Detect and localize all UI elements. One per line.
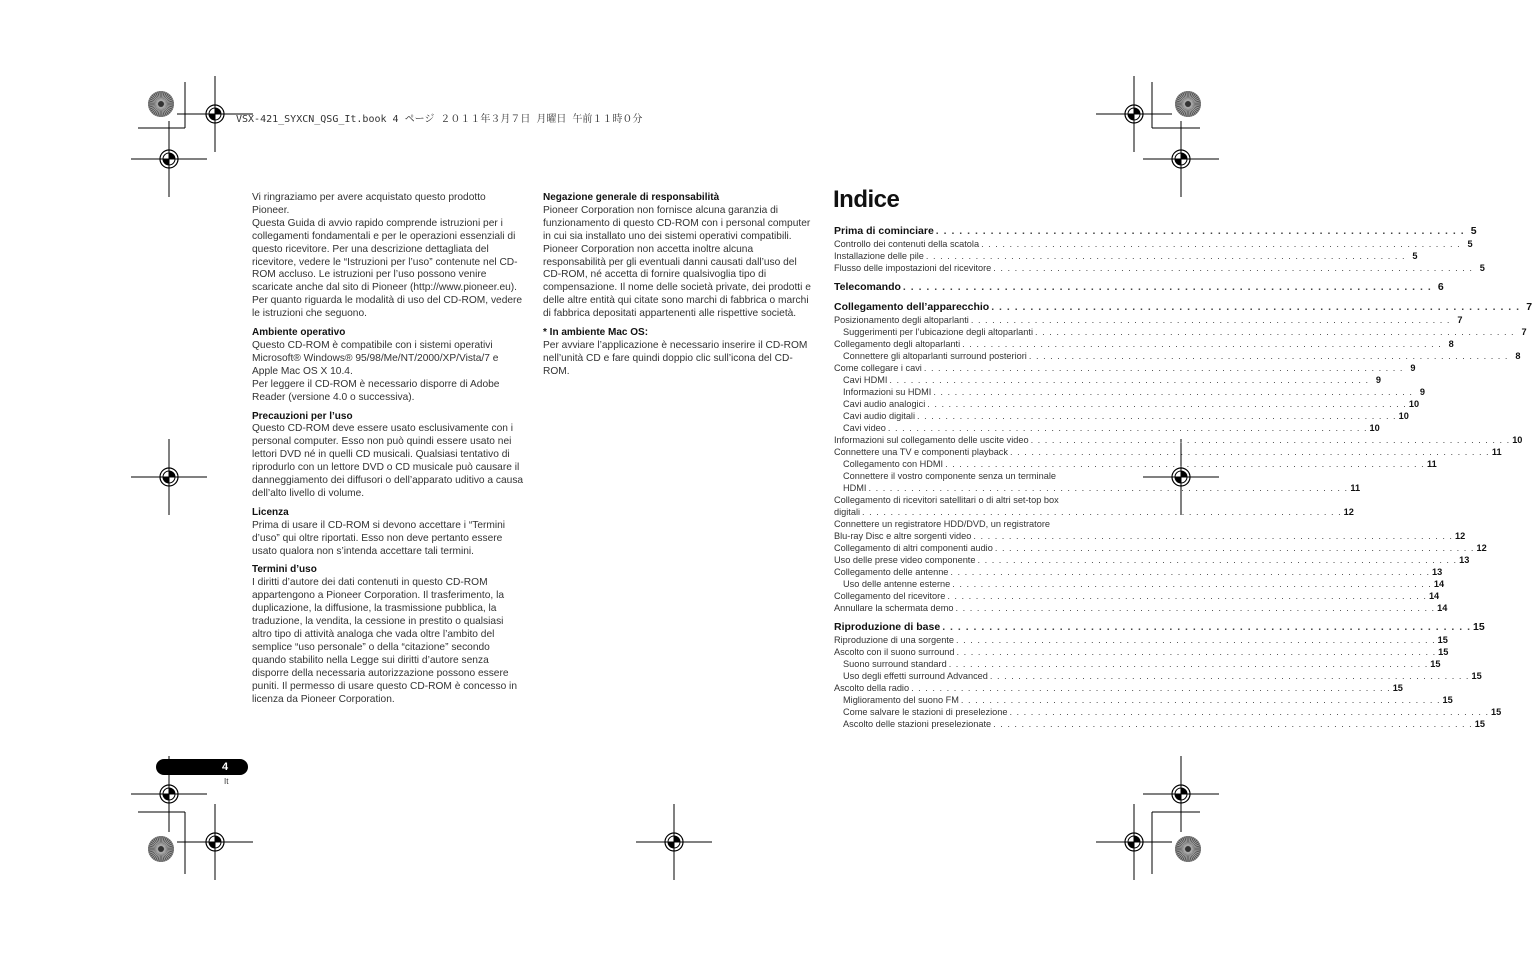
toc-entry bbox=[834, 434, 1523, 446]
toc-entry-title: Informazioni sul collegamento delle uscite video bbox=[834, 435, 1029, 445]
toc-entry-title: Riproduzione di una sorgente bbox=[834, 635, 955, 645]
section-paragraph: Questo CD-ROM deve essere usato esclusivamente con i personal computer. Esso non può quindi essere usato nei lettori DVD né in quelli CD musicali. Qualsiasi tentativo di riprodurlo con un lettore DVD o CD musicale può causare il danneggiamento dei diffusori o dell’apparato uditivo a causa dell’alto livello di volume. bbox=[252, 423, 524, 499]
toc-entry bbox=[834, 506, 1354, 518]
toc-leader-dots: . . . . . . . . . . . . . . . . . . . . . . . . . . . . . . . . . . . . . . . . . . . . . . . . . . . . . . . . . . . . . . . . . . . . bbox=[948, 659, 1429, 669]
toc-page-number: 6 bbox=[1437, 281, 1444, 293]
toc-entry bbox=[834, 602, 1448, 614]
toc-entry bbox=[834, 262, 1485, 274]
toc-leader-dots: . . . . . . . . . . . . . . . . . . . . . . . . . . . . . . . . . . . . . . . . . . . . . . . . . . . . . . . . . . . . . . . . . . . . bbox=[960, 695, 1441, 705]
toc-page-number: 15 bbox=[1473, 621, 1485, 633]
toc-entry-title: Posizionamento degli altoparlanti bbox=[834, 315, 969, 325]
toc-leader-dots: . . . . . . . . . . . . . . . . . . . . . . . . . . . . . . . . . . . . . . . . . . . . . . . . . . . . . . . . . . . . . . . . . . . . bbox=[956, 647, 1437, 657]
toc-entry-line: Connettere il vostro componente senza un terminale bbox=[843, 471, 1056, 481]
toc-entry-title: Come collegare i cavi bbox=[834, 363, 922, 373]
toc-entry-title: Uso delle prese video componente bbox=[834, 555, 976, 565]
toc-entry-title: Controllo dei contenuti della scatola bbox=[834, 239, 980, 249]
toc-entry bbox=[834, 350, 1521, 362]
toc-entry-title: Prima di cominciare bbox=[834, 225, 934, 237]
toc-entry bbox=[834, 718, 1485, 730]
toc-entry-title: Connettere una TV e componenti playback bbox=[834, 447, 1008, 457]
toc-entry bbox=[834, 694, 1453, 706]
toc-entry-title: Annullare la schermata demo bbox=[834, 603, 954, 613]
section-paragraph: I diritti d’autore dei dati contenuti in questo CD-ROM appartengono a Pioneer Corporation. Il trasferimento, la duplicazione, la diffusione, la trasmissione pubblica, la traduzione, la vendita, la cessione in prestito o qualsiasi altro tipo di attività analoga che vada oltre l’ambito del semplice “uso personale” o della “citazione” secondo quando stabilito nella Legge sui diritti d’autore senza disporre della necessaria autorizzazione possono essere puniti. Il permesso di usare questo CD-ROM è concesso in licenza da Pioneer Corporation. bbox=[252, 577, 517, 705]
toc-entry-title: Connettere gli altoparlanti surround posteriori bbox=[843, 351, 1027, 361]
toc-entry bbox=[834, 326, 1527, 338]
toc-leader-dots: . . . . . . . . . . . . . . . . . . . . . . . . . . . . . . . . . . . . . . . . . . . . . . . . . . . . . . . . . . . . . . . . . . . . bbox=[1009, 707, 1490, 717]
toc-entry bbox=[834, 646, 1449, 658]
toc-page-number: 15 bbox=[1392, 683, 1403, 693]
toc-leader-dots: . . . . . . . . . . . . . . . . . . . . . . . . . . . . . . . . . . . . . . . . . . . . . . . . . . . . . . . . . . . . . . . . . . . . bbox=[935, 225, 1465, 237]
toc-page-number: 11 bbox=[1350, 483, 1361, 493]
toc-chapter bbox=[834, 225, 1477, 238]
toc-entry-title: Blu-ray Disc e altre sorgenti video bbox=[834, 531, 972, 541]
toc-entry bbox=[834, 446, 1502, 458]
toc-leader-dots: . . . . . . . . . . . . . . . . . . . . . . . . . . . . . . . . . . . . . . . . . . . . . . . . . . . . . . . . . . . . . . . . . . . . bbox=[862, 507, 1342, 517]
toc-title: Indice bbox=[833, 186, 900, 213]
intro-paragraph: Vi ringraziamo per avere acquistato questo prodotto Pioneer. bbox=[252, 192, 486, 216]
toc-entry-title: Ascolto della radio bbox=[834, 683, 910, 693]
section-heading: Termini d’uso bbox=[252, 564, 317, 576]
toc-entry-title: Uso degli effetti surround Advanced bbox=[843, 671, 988, 681]
toc-leader-dots: . . . . . . . . . . . . . . . . . . . . . . . . . . . . . . . . . . . . . . . . . . . . . . . . . . . . . . . . . . . . . . . . . . . . bbox=[1035, 327, 1515, 337]
toc-page-number: 9 bbox=[1410, 363, 1416, 373]
toc-page-number: 10 bbox=[1398, 411, 1409, 421]
toc-entry bbox=[834, 542, 1487, 554]
toc-leader-dots: . . . . . . . . . . . . . . . . . . . . . . . . . . . . . . . . . . . . . . . . . . . . . . . . . . . . . . . . . . . . . . . . . . . . bbox=[889, 375, 1370, 385]
section-heading: * In ambiente Mac OS: bbox=[543, 327, 649, 339]
toc-entry bbox=[834, 578, 1445, 590]
toc-page-number: 15 bbox=[1474, 719, 1485, 729]
toc-entry-title: Suono surround standard bbox=[843, 659, 947, 669]
toc-entry bbox=[834, 530, 1466, 542]
toc-leader-dots: . . . . . . . . . . . . . . . . . . . . . . . . . . . . . . . . . . . . . . . . . . . . . . . . . . . . . . . . . . . . . . . . . . . . bbox=[945, 459, 1425, 469]
toc-entry bbox=[834, 410, 1409, 422]
section-heading: Licenza bbox=[252, 506, 289, 518]
toc-entry bbox=[834, 682, 1403, 694]
toc-leader-dots: . . . . . . . . . . . . . . . . . . . . . . . . . . . . . . . . . . . . . . . . . . . . . . . . . . . . . . . . . . . . . . . . . . . . bbox=[887, 423, 1368, 433]
toc-page-number: 15 bbox=[1438, 647, 1449, 657]
toc-leader-dots: . . . . . . . . . . . . . . . . . . . . . . . . . . . . . . . . . . . . . . . . . . . . . . . . . . . . . . . . . . . . . . . . . . . . bbox=[925, 251, 1406, 261]
toc-leader-dots: . . . . . . . . . . . . . . . . . . . . . . . . . . . . . . . . . . . . . . . . . . . . . . . . . . . . . . . . . . . . . . . . . . . . bbox=[942, 621, 1472, 633]
registration-target-icon bbox=[1096, 804, 1172, 880]
toc-entry bbox=[834, 250, 1418, 262]
toc-page-number: 5 bbox=[1479, 263, 1485, 273]
toc-entry-title: Miglioramento del suono FM bbox=[843, 695, 959, 705]
toc-page-number: 7 bbox=[1526, 301, 1532, 313]
registration-target-icon bbox=[1143, 121, 1219, 197]
toc-leader-dots: . . . . . . . . . . . . . . . . . . . . . . . . . . . . . . . . . . . . . . . . . . . . . . . . . . . . . . . . . . . . . . . . . . . . bbox=[989, 671, 1470, 681]
toc-leader-dots: . . . . . . . . . . . . . . . . . . . . . . . . . . . . . . . . . . . . . . . . . . . . . . . . . . . . . . . . . . . . . . . . . . . . bbox=[923, 363, 1404, 373]
table-of-contents bbox=[834, 225, 1532, 730]
toc-entry-title: HDMI bbox=[843, 483, 867, 493]
toc-entry-title: Collegamento dell’apparecchio bbox=[834, 301, 990, 313]
toc-page-number: 15 bbox=[1471, 671, 1482, 681]
registration-target-icon bbox=[131, 121, 207, 197]
toc-leader-dots: . . . . . . . . . . . . . . . . . . . . . . . . . . . . . . . . . . . . . . . . . . . . . . . . . . . . . . . . . . . . . . . . . . . . bbox=[981, 239, 1461, 249]
toc-leader-dots: . . . . . . . . . . . . . . . . . . . . . . . . . . . . . . . . . . . . . . . . . . . . . . . . . . . . . . . . . . . . . . . . . . . . bbox=[977, 555, 1458, 565]
toc-leader-dots: . . . . . . . . . . . . . . . . . . . . . . . . . . . . . . . . . . . . . . . . . . . . . . . . . . . . . . . . . . . . . . . . . . . . bbox=[950, 567, 1431, 577]
toc-leader-dots: . . . . . . . . . . . . . . . . . . . . . . . . . . . . . . . . . . . . . . . . . . . . . . . . . . . . . . . . . . . . . . . . . . . . bbox=[952, 579, 1432, 589]
toc-entry-line: Connettere un registratore HDD/DVD, un registratore bbox=[834, 519, 1051, 529]
toc-page-number: 14 bbox=[1437, 603, 1448, 613]
toc-page-number: 5 bbox=[1412, 251, 1418, 261]
toc-leader-dots: . . . . . . . . . . . . . . . . . . . . . . . . . . . . . . . . . . . . . . . . . . . . . . . . . . . . . . . . . . . . . . . . . . . . bbox=[991, 301, 1521, 313]
toc-leader-dots: . . . . . . . . . . . . . . . . . . . . . . . . . . . . . . . . . . . . . . . . . . . . . . . . . . . . . . . . . . . . . . . . . . . . bbox=[993, 719, 1473, 729]
toc-page-number: 8 bbox=[1515, 351, 1521, 361]
toc-entry-title: Collegamento di altri componenti audio bbox=[834, 543, 993, 553]
intro-paragraph: Per quanto riguarda le modalità di uso del CD-ROM, vedere le istruzioni che seguono. bbox=[252, 295, 523, 320]
color-wheel-icon bbox=[1175, 91, 1201, 117]
toc-entry bbox=[834, 566, 1443, 578]
toc-page-number: 15 bbox=[1491, 707, 1502, 717]
registration-target-icon bbox=[1143, 756, 1219, 832]
toc-entry bbox=[834, 658, 1441, 670]
toc-page-number: 7 bbox=[1521, 327, 1527, 337]
toc-entry-title: Telecomando bbox=[834, 281, 901, 293]
section-paragraph: Prima di usare il CD-ROM si devono accettare i “Termini d’uso” qui oltre riportati. Esso non deve pertanto essere usato qualora non s’intenda accettare tali termini. bbox=[252, 519, 506, 557]
toc-page-number: 15 bbox=[1430, 659, 1441, 669]
toc-entry-title: Uso delle antenne esterne bbox=[843, 579, 951, 589]
toc-chapter bbox=[834, 301, 1532, 314]
toc-page-number: 12 bbox=[1343, 507, 1354, 517]
toc-page-number: 15 bbox=[1437, 635, 1448, 645]
toc-entry bbox=[834, 362, 1416, 374]
intro-column bbox=[252, 192, 524, 706]
toc-entry bbox=[834, 238, 1473, 250]
toc-entry bbox=[834, 338, 1454, 350]
section-paragraph: Per avviare l’applicazione è necessario inserire il CD-ROM nell’unità CD e fare quindi doppio clic sull’icona del CD-ROM. bbox=[543, 339, 808, 377]
toc-entry-title: digitali bbox=[834, 507, 861, 517]
toc-page-number: 14 bbox=[1433, 579, 1445, 589]
toc-entry-title: Collegamento delle antenne bbox=[834, 567, 949, 577]
toc-page-number: 15 bbox=[1442, 695, 1453, 705]
page-number-pill bbox=[156, 759, 248, 775]
color-wheel-icon bbox=[148, 836, 174, 862]
toc-entry-title: Cavi audio digitali bbox=[843, 411, 916, 421]
disclaimer-column bbox=[543, 192, 817, 379]
toc-entry-title: Suggerimenti per l’ubicazione degli altoparlanti bbox=[843, 327, 1033, 337]
section-paragraph: Questo CD-ROM è compatibile con i sistemi operativi Microsoft® Windows® 95/98/Me/NT/2000/XP/Vista/7 e Apple Mac OS X 10.4. bbox=[252, 339, 499, 377]
toc-entry-title: Installazione delle pile bbox=[834, 251, 924, 261]
toc-leader-dots: . . . . . . . . . . . . . . . . . . . . . . . . . . . . . . . . . . . . . . . . . . . . . . . . . . . . . . . . . . . . . . . . . . . . bbox=[955, 603, 1436, 613]
toc-entry-title: Cavi HDMI bbox=[843, 375, 888, 385]
toc-leader-dots: . . . . . . . . . . . . . . . . . . . . . . . . . . . . . . . . . . . . . . . . . . . . . . . . . . . . . . . . . . . . . . . . . . . . bbox=[917, 411, 1397, 421]
toc-page-number: 5 bbox=[1470, 225, 1477, 237]
toc-entry bbox=[834, 670, 1482, 682]
toc-leader-dots: . . . . . . . . . . . . . . . . . . . . . . . . . . . . . . . . . . . . . . . . . . . . . . . . . . . . . . . . . . . . . . . . . . . . bbox=[868, 483, 1349, 493]
toc-leader-dots: . . . . . . . . . . . . . . . . . . . . . . . . . . . . . . . . . . . . . . . . . . . . . . . . . . . . . . . . . . . . . . . . . . . . bbox=[994, 543, 1475, 553]
toc-page-number: 11 bbox=[1426, 459, 1437, 469]
toc-page-number: 9 bbox=[1419, 387, 1425, 397]
color-wheel-icon bbox=[1175, 836, 1201, 862]
page-language: It bbox=[224, 777, 229, 786]
file-header-line: VSX-421_SYXCN_QSG_It.book 4 ページ ２０１１年３月７日 月曜日 午前１１時０分 bbox=[236, 114, 643, 125]
toc-entry-title: Ascolto con il suono surround bbox=[834, 647, 955, 657]
toc-leader-dots: . . . . . . . . . . . . . . . . . . . . . . . . . . . . . . . . . . . . . . . . . . . . . . . . . . . . . . . . . . . . . . . . . . . . bbox=[962, 339, 1442, 349]
toc-page-number: 12 bbox=[1476, 543, 1487, 553]
page-number: 4 bbox=[222, 761, 229, 773]
section-paragraph: Per leggere il CD-ROM è necessario disporre di Adobe Reader (versione 4.0 o successiva). bbox=[252, 378, 500, 403]
toc-leader-dots: . . . . . . . . . . . . . . . . . . . . . . . . . . . . . . . . . . . . . . . . . . . . . . . . . . . . . . . . . . . . . . . . . . . . bbox=[993, 263, 1473, 273]
toc-entry-title: Informazioni su HDMI bbox=[843, 387, 932, 397]
toc-page-number: 11 bbox=[1491, 447, 1502, 457]
section-heading: Ambiente operativo bbox=[252, 327, 346, 339]
toc-leader-dots: . . . . . . . . . . . . . . . . . . . . . . . . . . . . . . . . . . . . . . . . . . . . . . . . . . . . . . . . . . . . . . . . . . . . bbox=[927, 399, 1407, 409]
toc-leader-dots: . . . . . . . . . . . . . . . . . . . . . . . . . . . . . . . . . . . . . . . . . . . . . . . . . . . . . . . . . . . . . . . . . . . . bbox=[970, 315, 1451, 325]
toc-entry-title: Flusso delle impostazioni del ricevitore bbox=[834, 263, 992, 273]
toc-entry-title: Ascolto delle stazioni preselezionate bbox=[843, 719, 992, 729]
toc-page-number: 8 bbox=[1448, 339, 1454, 349]
registration-target-icon bbox=[1096, 76, 1172, 152]
toc-leader-dots: . . . . . . . . . . . . . . . . . . . . . . . . . . . . . . . . . . . . . . . . . . . . . . . . . . . . . . . . . . . . . . . . . . . . bbox=[1030, 435, 1511, 445]
toc-entry-title: Collegamento del ricevitore bbox=[834, 591, 946, 601]
toc-leader-dots: . . . . . . . . . . . . . . . . . . . . . . . . . . . . . . . . . . . . . . . . . . . . . . . . . . . . . . . . . . . . . . . . . . . . bbox=[947, 591, 1427, 601]
toc-entry bbox=[834, 422, 1380, 434]
toc-leader-dots: . . . . . . . . . . . . . . . . . . . . . . . . . . . . . . . . . . . . . . . . . . . . . . . . . . . . . . . . . . . . . . . . . . . . bbox=[1010, 447, 1490, 457]
toc-entry bbox=[834, 314, 1463, 326]
toc-leader-dots: . . . . . . . . . . . . . . . . . . . . . . . . . . . . . . . . . . . . . . . . . . . . . . . . . . . . . . . . . . . . . . . . . . . . bbox=[1028, 351, 1509, 361]
toc-leader-dots: . . . . . . . . . . . . . . . . . . . . . . . . . . . . . . . . . . . . . . . . . . . . . . . . . . . . . . . . . . . . . . . . . . . . bbox=[956, 635, 1436, 645]
toc-page-number: 13 bbox=[1459, 555, 1470, 565]
registration-target-icon bbox=[131, 439, 207, 515]
toc-entry bbox=[834, 706, 1502, 718]
toc-page-number: 7 bbox=[1457, 315, 1463, 325]
toc-chapter bbox=[834, 281, 1444, 294]
toc-entry bbox=[834, 398, 1420, 410]
toc-page-number: 12 bbox=[1454, 531, 1466, 541]
toc-entry bbox=[834, 634, 1448, 646]
section-heading: Negazione generale di responsabilità bbox=[543, 192, 720, 203]
toc-entry-line: Collegamento di ricevitori satellitari o di altri set-top box bbox=[834, 495, 1059, 505]
intro-paragraph: Questa Guida di avvio rapido comprende istruzioni per i collegamenti fondamentali e per le operazioni essenziali di questo ricevitore. Per una descrizione dettagliata del ricevitore, vedere le “Istruzioni per l’uso” contenute nel CD-ROM accluso. Le istruzioni per l’uso possono venire scaricate anche dal sito di Pioneer (http://www.pioneer.eu). bbox=[252, 217, 518, 294]
toc-leader-dots: . . . . . . . . . . . . . . . . . . . . . . . . . . . . . . . . . . . . . . . . . . . . . . . . . . . . . . . . . . . . . . . . . . . . bbox=[973, 531, 1453, 541]
toc-entry bbox=[834, 482, 1361, 494]
registration-target-icon bbox=[177, 804, 253, 880]
toc-entry-title: Come salvare le stazioni di preselezione bbox=[843, 707, 1008, 717]
toc-leader-dots: . . . . . . . . . . . . . . . . . . . . . . . . . . . . . . . . . . . . . . . . . . . . . . . . . . . . . . . . . . . . . . . . . . . . bbox=[902, 281, 1432, 293]
toc-entry bbox=[834, 458, 1437, 470]
toc-page-number: 9 bbox=[1375, 375, 1382, 385]
toc-page-number: 13 bbox=[1432, 567, 1443, 577]
toc-chapter bbox=[834, 621, 1485, 634]
section-paragraph: Pioneer Corporation non fornisce alcuna garanzia di funzionamento di questo CD-ROM con i personal computer in cui sia installato uno dei sistemi operativi compatibili. Pioneer Corporation non accetta inoltre alcuna responsabilità per gli eventuali danni causati dall’uso del CD-ROM, né accetta di fornire qualsivoglia tipo di compensazione. Il nome delle società private, dei prodotti e delle altre entità qui citate sono marchi di fabbrica o marchi di fabbrica depositati appartenenti alle rispettive società. bbox=[543, 204, 811, 320]
toc-leader-dots: . . . . . . . . . . . . . . . . . . . . . . . . . . . . . . . . . . . . . . . . . . . . . . . . . . . . . . . . . . . . . . . . . . . . bbox=[933, 387, 1413, 397]
toc-entry bbox=[834, 374, 1382, 386]
toc-entry-title: Riproduzione di base bbox=[834, 621, 941, 633]
toc-page-number: 10 bbox=[1369, 423, 1380, 433]
registration-target-icon bbox=[636, 804, 712, 880]
toc-entry-title: Collegamento con HDMI bbox=[843, 459, 944, 469]
toc-entry-title: Cavi audio analogici bbox=[843, 399, 926, 409]
toc-page-number: 14 bbox=[1428, 591, 1440, 601]
toc-page-number: 10 bbox=[1408, 399, 1420, 409]
color-wheel-icon bbox=[148, 91, 174, 117]
toc-page-number: 5 bbox=[1467, 239, 1473, 249]
toc-entry bbox=[834, 590, 1440, 602]
toc-entry-title: Collegamento degli altoparlanti bbox=[834, 339, 961, 349]
toc-leader-dots: . . . . . . . . . . . . . . . . . . . . . . . . . . . . . . . . . . . . . . . . . . . . . . . . . . . . . . . . . . . . . . . . . . . . bbox=[911, 683, 1391, 693]
toc-page-number: 10 bbox=[1512, 435, 1523, 445]
toc-entry-title: Cavi video bbox=[843, 423, 886, 433]
section-heading: Precauzioni per l’uso bbox=[252, 410, 353, 422]
toc-entry bbox=[834, 554, 1470, 566]
toc-entry bbox=[834, 386, 1425, 398]
